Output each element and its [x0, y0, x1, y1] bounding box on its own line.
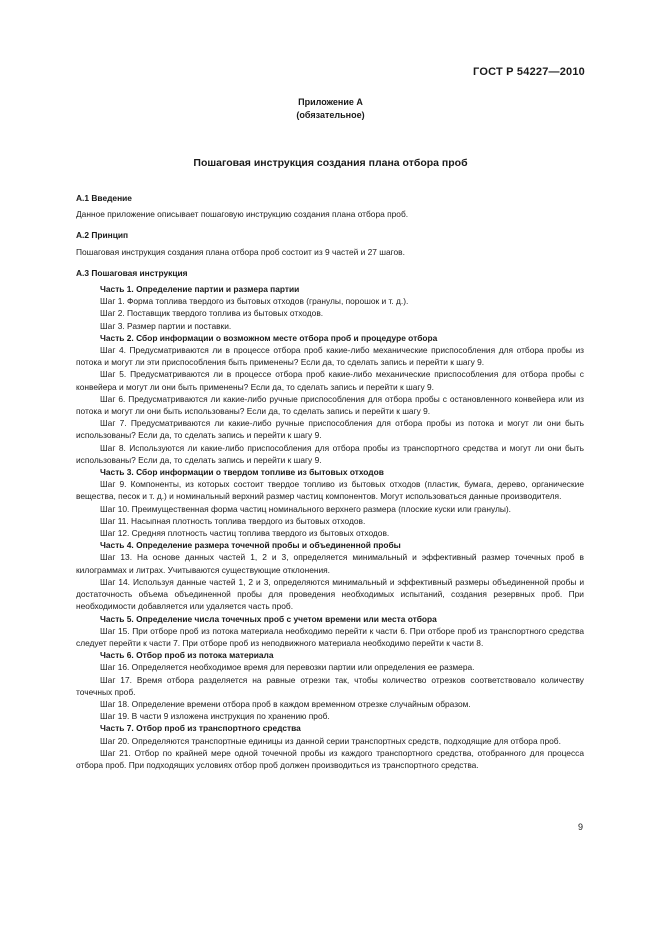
step-paragraph: Шаг 2. Поставщик твердого топлива из бытовых отходов.	[100, 308, 324, 319]
part-heading: Часть 2. Сбор информации о возможном месте отбора проб и процедуре отбора	[100, 332, 438, 343]
step-paragraph: Шаг 4. Предусматриваются ли в процессе отбора проб какие-либо механические приспособления для отбора пробы из потока и могут ли эти приспособления быть применены? Если да, то сделать запись и перейти к шагу 9.	[76, 345, 584, 368]
step-paragraph: Шаг 17. Время отбора разделяется на равные отрезки так, чтобы количество отрезков соответствовало количеству точечных проб.	[76, 674, 584, 697]
step-paragraph: Шаг 11. Насыпная плотность топлива твердого из бытовых отходов.	[100, 515, 366, 526]
step-paragraph: Шаг 8. Используются ли какие-либо приспособления для отбора пробы из транспортного средства и могут ли они быть использованы? Если да, то сделать запись и перейти к шагу 9.	[76, 442, 584, 465]
part-heading: Часть 4. Определение размера точечной пробы и объединенной пробы	[100, 540, 401, 551]
step-paragraph: Шаг 12. Средняя плотность частиц топлива твердого из бытовых отходов.	[100, 528, 390, 539]
page-number: 9	[577, 822, 583, 832]
part-heading: Часть 6. Отбор проб из потока материала	[100, 650, 274, 661]
step-paragraph: Шаг 14. Используя данные частей 1, 2 и 3, определяются минимальный и эффективный размеры объединенной пробы и достаточность объема объединенной пробы для проведения необходимых испытаний, создания резервных проб. При необходимости добавляется или удаляется часть проб.	[76, 576, 584, 612]
step-paragraph: Шаг 1. Форма топлива твердого из бытовых отходов (гранулы, порошок и т. д.).	[100, 296, 409, 307]
step-paragraph: Шаг 5. Предусматриваются ли в процессе отбора проб какие-либо механические приспособления для отбора пробы с конвейера и могут ли они быть применены? Если да, то сделать запись и перейти к шагу 9.	[76, 369, 584, 392]
part-heading: Часть 3. Сбор информации о твердом топливе из бытовых отходов	[100, 467, 384, 478]
document-code: ГОСТ Р 54227—2010	[473, 66, 585, 78]
section-heading-a3: А.3 Пошаговая инструкция	[76, 267, 188, 278]
section-text-a1: Данное приложение описывает пошаговую инструкцию создания плана отбора проб.	[76, 209, 409, 220]
annex-status: (обязательное)	[296, 110, 365, 120]
step-paragraph: Шаг 7. Предусматриваются ли какие-либо ручные приспособления для отбора пробы из потока и могут ли они быть использованы? Если да, то сделать запись и перейти к шагу 9.	[76, 418, 584, 441]
step-paragraph: Шаг 16. Определяется необходимое время для перевозки партии или определения ее размера.	[100, 662, 475, 673]
part-heading: Часть 5. Определение числа точечных проб с учетом времени или места отбора	[100, 613, 437, 624]
step-paragraph: Шаг 9. Компоненты, из которых состоит твердое топливо из бытовых отходов (пластик, бумага, дерево, органические вещества, песок и т. д.) и номинальный верхний размер частиц компонентов. Могут использоваться данные производителя.	[76, 479, 584, 502]
section-text-a2: Пошаговая инструкция создания плана отбора проб состоит из 9 частей и 27 шагов.	[76, 246, 405, 257]
step-paragraph: Шаг 20. Определяются транспортные единицы из данной серии транспортных средств, подходящие для отбора проб.	[100, 735, 561, 746]
step-paragraph: Шаг 13. На основе данных частей 1, 2 и 3, определяется минимальный и эффективный размер точечных проб в килограммах и литрах. Учитываются существующие отклонения.	[76, 552, 584, 575]
document-title: Пошаговая инструкция создания плана отбора проб	[193, 157, 468, 169]
annex-title: Приложение А	[298, 97, 363, 107]
section-heading-a1: А.1 Введение	[76, 193, 132, 203]
step-paragraph: Шаг 18. Определение времени отбора проб в каждом временном отрезке случайным образом.	[100, 698, 471, 709]
step-paragraph: Шаг 3. Размер партии и поставки.	[100, 320, 232, 331]
step-paragraph: Шаг 15. При отборе проб из потока материала необходимо перейти к части 6. При отборе проб из транспортного средства следует перейти к части 7. При отборе проб из неподвижного материала необходимо перейти к части 8.	[76, 625, 584, 648]
steps-list	[76, 283, 584, 771]
part-heading: Часть 7. Отбор проб из транспортного средства	[100, 723, 301, 734]
step-paragraph: Шаг 19. В части 9 изложена инструкция по хранению проб.	[100, 711, 330, 722]
step-paragraph: Шаг 10. Преимущественная форма частиц номинального верхнего размера (плоские куски или гранулы).	[100, 503, 511, 514]
step-paragraph: Шаг 6. Предусматриваются ли какие-либо ручные приспособления для отбора пробы с остановленного конвейера или из потока и могут ли они быть использованы? Если да, то сделать запись и перейти к шагу 9.	[76, 393, 584, 417]
step-paragraph: Шаг 21. Отбор по крайней мере одной точечной пробы из каждого транспортного средства, отобранного для процесса отбора проб. При подходящих условиях отбор проб должен производиться из транспортного средства.	[76, 747, 584, 770]
section-heading-a2: А.2 Принцип	[76, 230, 129, 241]
content-body	[76, 192, 584, 771]
annex-heading	[0, 96, 661, 122]
part-heading: Часть 1. Определение партии и размера партии	[100, 284, 300, 295]
